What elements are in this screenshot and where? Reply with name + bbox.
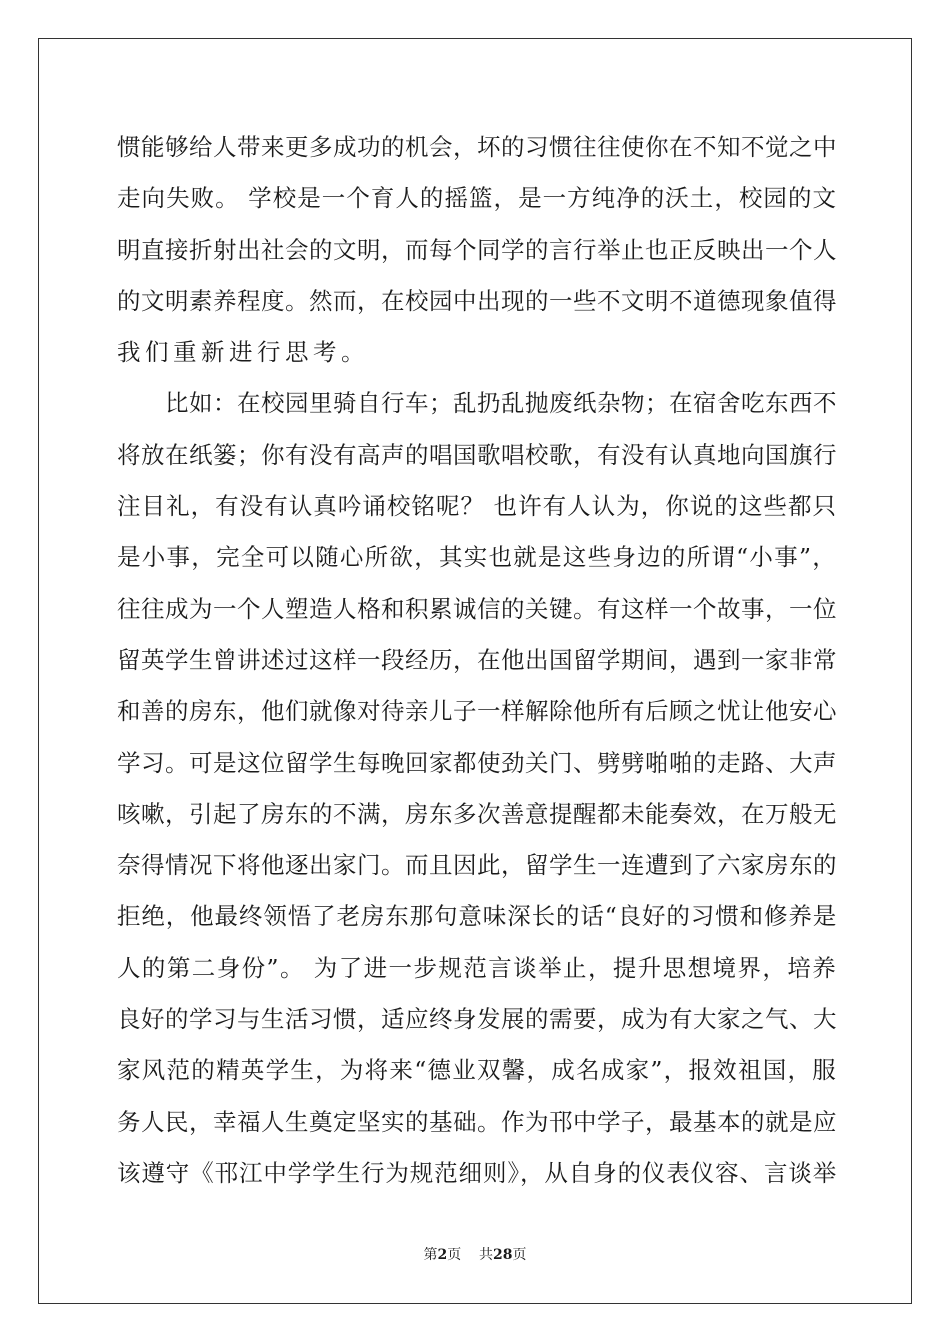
page-footer (0, 1244, 950, 1264)
text-line: 是小事，完全可以随心所欲，其实也就是这些身边的所谓“小事”， (117, 543, 837, 572)
text-line: 注目礼，有没有认真吟诵校铭呢？ 也许有人认为，你说的这些都只 (117, 492, 837, 521)
page-number: 2 (437, 1247, 448, 1263)
total-suffix: 页 (512, 1247, 527, 1263)
text-line: 留英学生曾讲述过这样一段经历，在他出国留学期间，遇到一家非常 (117, 645, 837, 674)
text-line: 学习。可是这位留学生每晚回家都使劲关门、劈劈啪啪的走路、大声 (117, 748, 837, 777)
text-line: 比如：在校园里骑自行车；乱扔乱抛废纸杂物；在宿舍吃东西不 (165, 389, 837, 418)
total-prefix: 共 (479, 1247, 494, 1263)
text-line: 和善的房东，他们就像对待亲儿子一样解除他所有后顾之忧让他安心 (117, 697, 837, 726)
text-line: 奈得情况下将他逐出家门。而且因此，留学生一连遭到了六家房东的 (117, 851, 837, 880)
text-line: 惯能够给人带来更多成功的机会，坏的习惯往往使你在不知不觉之中 (117, 133, 837, 161)
text-line: 人的第二身份”。 为了进一步规范言谈举止，提升思想境界，培养 (117, 953, 837, 982)
text-line: 家风范的精英学生，为将来“德业双馨，成名成家”，报效祖国，服 (117, 1056, 837, 1085)
total-pages: 28 (493, 1247, 513, 1263)
text-line: 走向失败。 学校是一个育人的摇篮，是一方纯净的沃土，校园的文 (117, 184, 837, 213)
text-line: 拒绝，他最终领悟了老房东那句意味深长的话“良好的习惯和修养是 (117, 902, 837, 931)
text-line: 我们重新进行思考。 (117, 338, 369, 367)
page-prefix: 第 (423, 1247, 438, 1263)
text-line: 往往成为一个人塑造人格和积累诚信的关键。有这样一个故事，一位 (117, 594, 837, 623)
text-line: 明直接折射出社会的文明，而每个同学的言行举止也正反映出一个人 (117, 235, 837, 264)
text-line: 咳嗽，引起了房东的不满，房东多次善意提醒都未能奏效，在万般无 (117, 799, 837, 828)
text-line: 的文明素养程度。然而，在校园中出现的一些不文明不道德现象值得 (117, 286, 837, 315)
text-line: 将放在纸篓；你有没有高声的唱国歌唱校歌，有没有认真地向国旗行 (117, 440, 837, 469)
document-body (117, 124, 837, 1201)
text-line: 良好的学习与生活习惯，适应终身发展的需要，成为有大家之气、大 (117, 1005, 837, 1034)
text-line: 该遵守《邗江中学学生行为规范细则》，从自身的仪表仪容、言谈举 (117, 1158, 837, 1187)
text-line: 务人民，幸福人生奠定坚实的基础。作为邗中学子，最基本的就是应 (117, 1107, 837, 1136)
page-suffix: 页 (447, 1247, 462, 1263)
